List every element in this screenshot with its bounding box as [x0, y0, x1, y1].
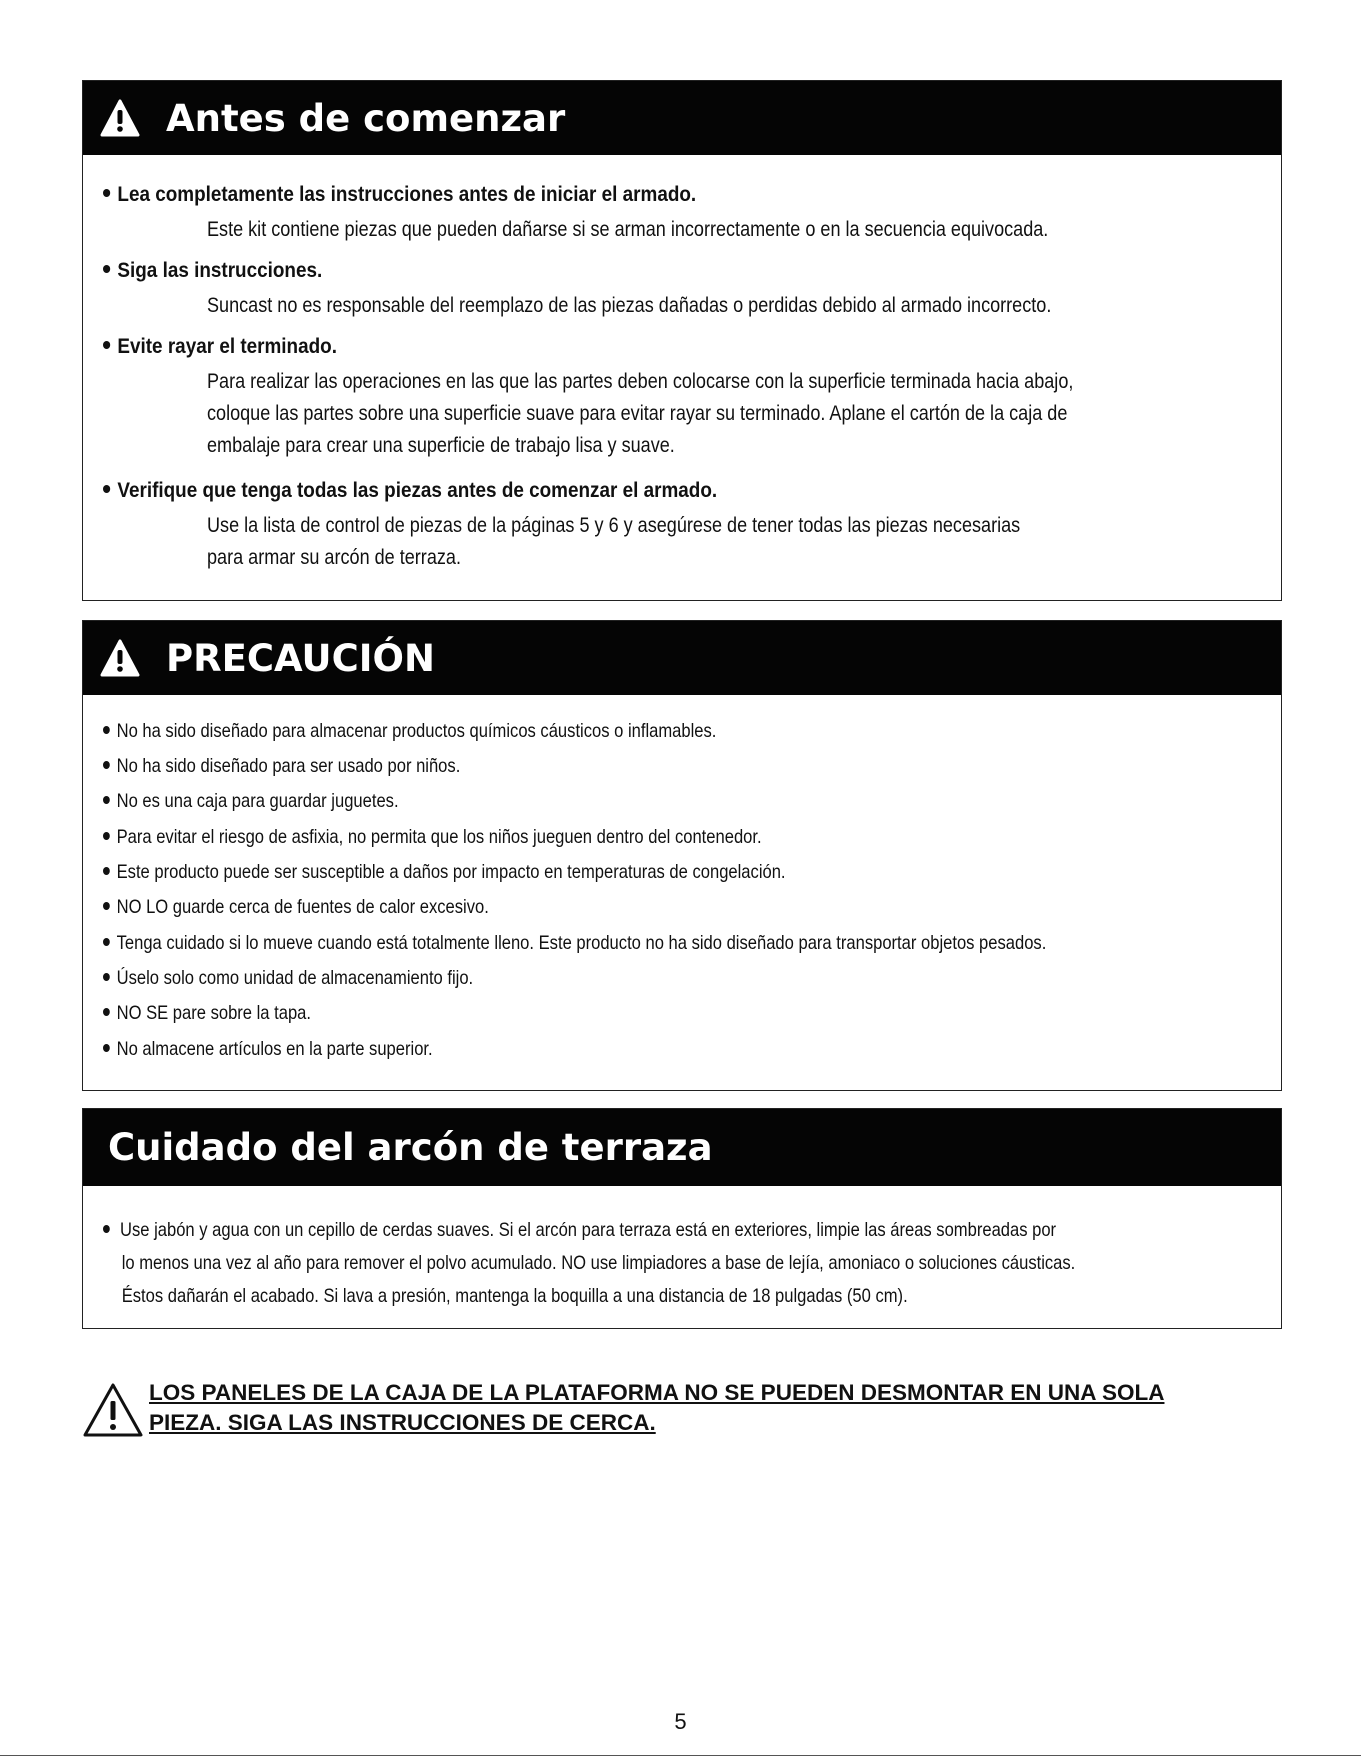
before-start-section — [82, 80, 1282, 601]
care-header — [83, 1109, 1281, 1186]
caution-item: Úselo solo como unidad de almacenamiento fijo. — [103, 967, 473, 990]
bullet-dot — [103, 832, 110, 840]
bullet-dot — [103, 341, 110, 349]
warning-triangle-icon — [100, 99, 140, 137]
caution-item: Este producto puede ser susceptible a daños por impacto en temperaturas de congelación. — [103, 861, 786, 884]
caution-item: No ha sido diseñado para almacenar productos químicos cáusticos o inflamables. — [103, 720, 716, 743]
notice-text: LOS PANELES DE LA CAJA DE LA PLATAFORMA NO SE PUEDEN DESMONTAR EN UNA SOLA PIEZA. SIGA LAS INSTRUCCIONES DE CERCA. — [149, 1380, 1165, 1435]
caution-item: No almacene artículos en la parte superior. — [103, 1038, 433, 1061]
caution-item: No ha sido diseñado para ser usado por niños. — [103, 755, 460, 778]
item-heading-read: Lea completamente las instrucciones antes de iniciar el armado. — [103, 183, 696, 207]
bullet-dot — [103, 938, 110, 946]
bullet-dot — [103, 265, 110, 273]
care-section — [82, 1108, 1282, 1329]
bottom-rule — [0, 1755, 1361, 1756]
item-text-verify: Use la lista de control de piezas de la páginas 5 y 6 y asegúrese de tener todas las piezas necesarias para armar su arcón de terraza. — [207, 514, 1021, 569]
bullet-dot — [103, 1225, 110, 1233]
item-text-follow: Suncast no es responsable del reemplazo de las piezas dañadas o perdidas debido al armado incorrecto. — [207, 294, 1052, 317]
care-title: Cuidado del arcón de terraza — [108, 1126, 713, 1169]
bullet-dot — [103, 761, 110, 769]
warning-triangle-outline-icon — [82, 1382, 144, 1438]
before-start-header — [83, 81, 1281, 155]
caution-item: NO SE pare sobre la tapa. — [103, 1002, 311, 1025]
caution-item: NO LO guarde cerca de fuentes de calor excesivo. — [103, 896, 489, 919]
bullet-dot — [103, 973, 110, 981]
item-text-read: Este kit contiene piezas que pueden dañarse si se arman incorrectamente o en la secuencia equivocada. — [207, 218, 1049, 241]
bullet-dot — [103, 902, 110, 910]
item-text-scratch: Para realizar las operaciones en las que las partes deben colocarse con la superficie terminada hacia abajo, coloque las partes sobre una superficie suave para evitar rayar su terminado. Aplane el cartón de la caja de embalaje para crear una superficie de trabajo lisa y suave. — [207, 370, 1074, 457]
before-start-title: Antes de comenzar — [166, 96, 566, 140]
page-number: 5 — [674, 1709, 687, 1734]
bullet-dot — [103, 726, 110, 734]
bullet-dot — [103, 796, 110, 804]
caution-section — [82, 620, 1282, 1091]
caution-title: PRECAUCIÓN — [166, 636, 435, 680]
warning-triangle-icon — [100, 639, 140, 677]
care-text: Use jabón y agua con un cepillo de cerdas suaves. Si el arcón para terraza está en exteriores, limpie las áreas sombreadas por lo menos una vez al año para remover el polvo acumulado. NO use limpiadores a base de lejía, amoniaco o soluciones cáusticas. Éstos dañarán el acabado. Si lava a presión, mantenga la boquilla a una distancia de 18 pulgadas (50 cm). — [103, 1214, 1075, 1313]
item-heading-follow: Siga las instrucciones. — [103, 259, 322, 283]
bullet-dot — [103, 1044, 110, 1052]
bullet-dot — [103, 189, 110, 197]
caution-item: Tenga cuidado si lo mueve cuando está totalmente lleno. Este producto no ha sido diseñado para transportar objetos pesados. — [103, 932, 1046, 955]
item-heading-scratch: Evite rayar el terminado. — [103, 335, 337, 359]
bullet-dot — [103, 867, 110, 875]
bullet-dot — [103, 485, 110, 493]
caution-item: Para evitar el riesgo de asfixia, no permita que los niños jueguen dentro del contenedor. — [103, 826, 762, 849]
bullet-dot — [103, 1008, 110, 1016]
caution-header — [83, 621, 1281, 695]
item-heading-verify: Verifique que tenga todas las piezas antes de comenzar el armado. — [103, 479, 717, 503]
caution-item: No es una caja para guardar juguetes. — [103, 790, 399, 813]
